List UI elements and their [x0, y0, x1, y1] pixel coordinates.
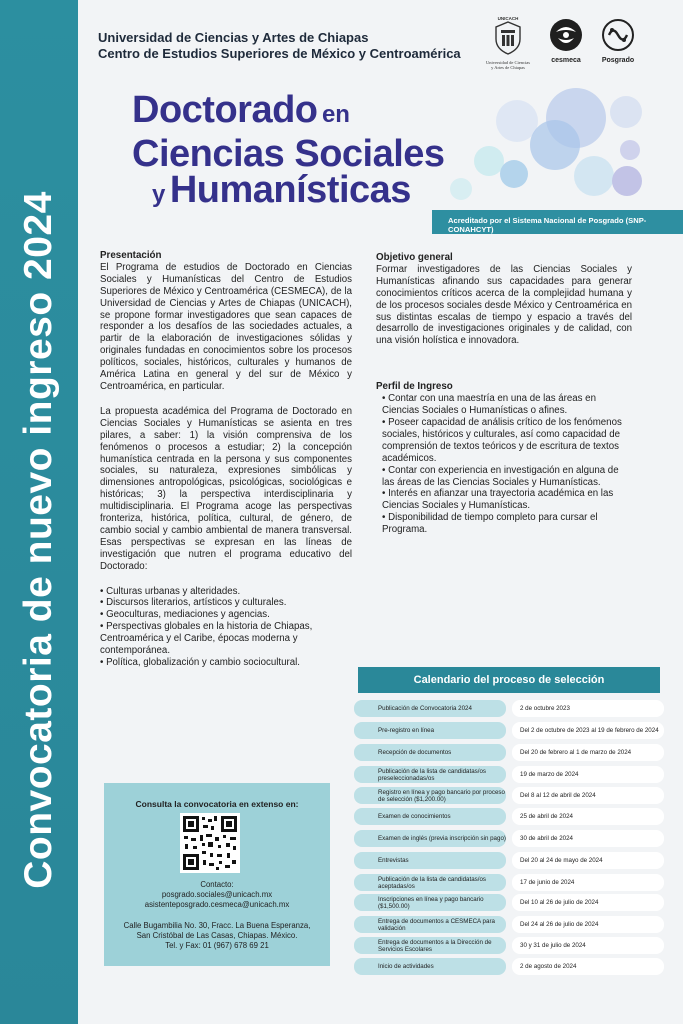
calendar-date: 30 y 31 de julio de 2024: [512, 937, 664, 954]
calendar-row: [354, 874, 664, 891]
cesmeca-logo-text: cesmeca: [551, 57, 581, 64]
calendar-event: Examen de conocimientos: [354, 808, 506, 825]
calendar-row: [354, 852, 664, 869]
unicach-logo-label: UNICACH: [497, 16, 519, 21]
contact-email-2[interactable]: asistenteposgrado.cesmeca@unicach.mx: [144, 900, 290, 910]
unicach-logo: [484, 16, 532, 70]
objetivo-heading: Objetivo general: [376, 252, 453, 263]
calendar-date: Del 24 al 26 de julio de 2024: [512, 916, 664, 933]
calendar-event: Entrevistas: [354, 852, 506, 869]
presentacion-paragraph-1: El Programa de estudios de Doctorado en Ciencias Sociales y Humanísticas del Centro de Estudios Superiores de México y Centroamérica (CESMECA), de la Universidad de Ciencias y Artes de Chiapas (UNICACH), se propone formar investigadores que sean capaces de responder a los desafíos de las sociedades actuales, a partir de la elaboración de investigaciones sólidas y originales fundadas en conocimientos sobre los procesos políticos, sociales, históricos, culturales y humanos de América Latina en general y del sur de México y Centroamérica, en particular.: [100, 261, 352, 392]
list-item: • Geoculturas, mediaciones y agencias.: [100, 609, 270, 621]
deco-circle: [574, 156, 614, 196]
program-title: [132, 89, 445, 216]
title-word-humanisticas: Humanísticas: [169, 169, 411, 211]
header-line-university: Universidad de Ciencias y Artes de Chiapas: [98, 30, 369, 45]
calendar-row: [354, 916, 664, 933]
header-institution: [98, 30, 461, 62]
calendar-row: [354, 958, 664, 975]
list-item: • Contar con experiencia en investigación en alguna de las áreas de las Ciencias Sociales y Humanísticas.: [382, 464, 619, 488]
calendar-date: 2 de octubre 2023: [512, 700, 664, 717]
calendar-date: Del 2 de octubre de 2023 al 19 de febrero de 2024: [512, 722, 664, 739]
list-item: • Contar con una maestría en una de las áreas en Ciencias Sociales o Humanísticas o afines.: [382, 393, 596, 417]
calendar-row: [354, 744, 664, 761]
calendar-row: [354, 787, 664, 804]
calendar-date: Del 10 al 26 de julio de 2024: [512, 894, 664, 911]
calendar-event: Recepción de documentos: [354, 744, 506, 761]
list-item: • Política, globalización y cambio sociocultural.: [100, 657, 300, 668]
calendar-date: 2 de agosto de 2024: [512, 958, 664, 975]
perfil-heading: Perfil de Ingreso: [376, 381, 453, 393]
list-item: • Interés en afianzar una trayectoria académica en las Ciencias Sociales y Humanísticas.: [382, 488, 614, 512]
deco-circle: [500, 160, 528, 188]
contact-email-1[interactable]: posgrado.sociales@unicach.mx: [161, 890, 273, 900]
deco-circle: [612, 166, 642, 196]
calendar-row: [354, 937, 664, 954]
calendar-event: Examen de inglés (previa inscripción sin pago): [354, 830, 506, 847]
contact-address-2: San Cristóbal de Las Casas, Chiapas. México.: [136, 930, 298, 940]
calendar-date: 19 de marzo de 2024: [512, 766, 664, 783]
calendar-date: Del 8 al 12 de abril de 2024: [512, 787, 664, 804]
title-word-doctorado: Doctorado: [132, 89, 318, 131]
calendar-event: Entrega de documentos a la Dirección de Servicios Escolares: [354, 937, 506, 954]
calendar-event: Registro en línea y pago bancario por proceso de selección ($1,200.00): [354, 787, 506, 804]
calendar-row: [354, 830, 664, 847]
cesmeca-emblem-icon: [548, 18, 584, 52]
research-lines-list: [100, 586, 352, 669]
side-banner-text: Convocatoria de nuevo ingreso 2024: [17, 191, 60, 889]
consulta-title: Consulta la convocatoria en extenso en:: [135, 799, 299, 809]
list-item: • Disponibilidad de tiempo completo para cursar el Programa.: [382, 512, 598, 536]
right-column: [376, 252, 632, 536]
deco-circle: [530, 120, 580, 170]
calendar-date: 30 de abril de 2024: [512, 830, 664, 847]
title-word-en: en: [321, 101, 350, 128]
unicach-crest-icon: [493, 21, 523, 55]
qr-code-icon[interactable]: [180, 813, 240, 873]
calendar-event: Pre-registro en línea: [354, 722, 506, 739]
posgrado-emblem-icon: [600, 18, 636, 52]
presentacion-heading: Presentación: [100, 250, 162, 261]
calendar-event: Inscripciones en línea y pago bancario ($1,500.00): [354, 894, 506, 911]
consulta-box: [104, 783, 330, 966]
perfil-list: [376, 393, 632, 536]
title-word-y: y: [152, 181, 166, 208]
list-item: • Culturas urbanas y alteridades.: [100, 585, 241, 597]
posgrado-logo-text: Posgrado: [601, 57, 635, 64]
accreditation-bar: Acreditado por el Sistema Nacional de Posgrado (SNP-CONAHCYT): [432, 210, 683, 234]
calendar-row: [354, 808, 664, 825]
deco-circle: [620, 140, 640, 160]
calendar-date: 17 de junio de 2024: [512, 874, 664, 891]
calendar-date: 25 de abril de 2024: [512, 808, 664, 825]
calendar-event: Publicación de la lista de candidatas/os preseleccionadas/os: [354, 766, 506, 783]
calendar-date: Del 20 al 24 de mayo de 2024: [512, 852, 664, 869]
contact-block: [104, 880, 330, 951]
contact-address-1: Calle Bugambilia No. 30, Fracc. La Buena Esperanza,: [123, 920, 311, 930]
contact-label: Contacto:: [200, 880, 234, 889]
list-item: • Perspectivas globales en la historia de Chiapas, Centroamérica y el Caribe, épocas moderna y contemporánea.: [100, 621, 313, 657]
side-band: [0, 0, 78, 1024]
calendar-event: Entrega de documentos a CESMECA para validación: [354, 916, 506, 933]
deco-circle: [450, 178, 472, 200]
unicach-caption-2: y Artes de Chiapas: [491, 65, 525, 70]
calendar-event: Publicación de la lista de candidatas/os aceptadas/os: [354, 874, 506, 891]
contact-phone: Tel. y Fax: 01 (967) 678 69 21: [165, 941, 269, 951]
calendar-title: Calendario del proceso de selección: [358, 667, 660, 693]
deco-circle: [610, 96, 642, 128]
posgrado-logo: [596, 18, 640, 64]
calendar-event: Publicación de Convocatoria 2024: [354, 700, 506, 717]
left-column: [100, 250, 352, 669]
list-item: • Discursos literarios, artísticos y culturales.: [100, 597, 287, 609]
cesmeca-logo: [544, 18, 588, 64]
unicach-caption-1: Universidad de Ciencias: [486, 60, 530, 65]
calendar-row: [354, 700, 664, 717]
presentacion-paragraph-2: La propuesta académica del Programa de Doctorado en Ciencias Sociales y Humanísticas se asienta en tres pilares, a saber: 1) la visión comprensiva de los fenómenos o procesos a estudiar; 2) la concepción humanística centrada en la persona y sus componentes sociales, su naturaleza, expresiones simbólicas y dimensiones antropológicas, psicológicas, sociológicas e históricas; 3) la perspectiva interdisciplinaria y multidisciplinaria. El Programa acoge las perspectivas fronteriza, histórica, política, cultural, de género, de cambio social y cambio ambiental de manera transversal. Esas perspectivas se expresan en las líneas de investigación que nutren el programa educativo del Doctorado:: [100, 405, 352, 572]
title-line-ciencias-sociales: Ciencias Sociales: [132, 133, 445, 175]
calendar-row: [354, 894, 664, 911]
calendar-row: [354, 766, 664, 783]
calendar-date: Del 20 de febrero al 1 de marzo de 2024: [512, 744, 664, 761]
header-line-center: Centro de Estudios Superiores de México y Centroamérica: [98, 46, 461, 61]
list-item: • Poseer capacidad de análisis crítico de los fenómenos sociales, históricos y culturales, así como capacidad de comprensión de textos teóricos y de escritura de textos académicos.: [382, 416, 622, 464]
objetivo-text: Formar investigadores de las Ciencias Sociales y Humanísticas afinando sus capacidades para generar conocimientos críticos acerca de la complejidad humana y de los procesos sociales desde México y Centroamérica en sus distintas escalas de tiempo y espacio a través del desarrollo de investigaciones originales y de calidad, con una visión holística e innovadora.: [376, 263, 632, 347]
calendar-event: Inicio de actividades: [354, 958, 506, 975]
calendar-row: [354, 722, 664, 739]
